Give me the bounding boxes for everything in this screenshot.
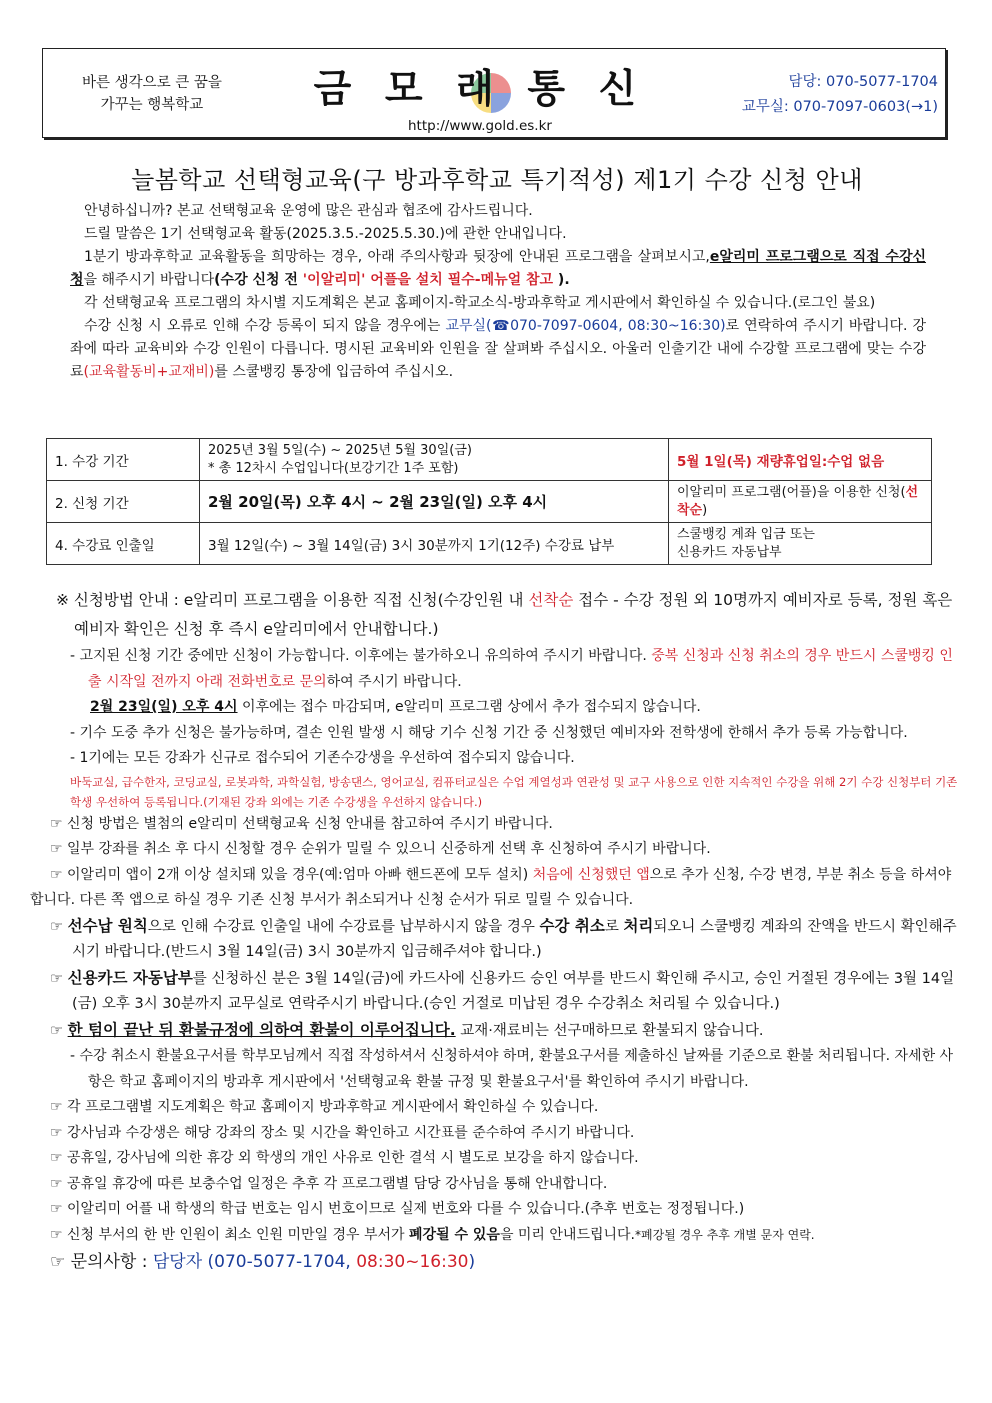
credit-card-label: 신용카드 자동납부 (67, 968, 193, 987)
note-credit-card (30, 966, 960, 1018)
payment-method-1: 스쿨뱅킹 계좌 입금 또는 (677, 526, 815, 542)
note-text-2: 로 (604, 918, 624, 935)
note-text: 으로 인해 수강료 인출일 내에 수강료를 납부하시지 않을 경우 (147, 918, 540, 935)
note-plan-board: ☞ 각 프로그램별 지도계획은 학교 홈페이지 방과후학교 게시판에서 확인하실 수 있습니다. (50, 1099, 599, 1115)
inquiry-line (30, 1250, 960, 1276)
apply-via-app-close: ) (702, 502, 708, 518)
note-multiple-apps (30, 863, 960, 914)
note-new-only: - 1기에는 모든 강좌가 신규로 접수되어 기존수강생을 우선하여 접수되지 않습니다. (70, 750, 575, 766)
table-row (47, 439, 932, 481)
intro-apply-text-2: 을 해주시기 바랍니다 (83, 272, 215, 288)
intro-apply (70, 246, 926, 292)
page-title: 늘봄학교 선택형교육(구 방과후학교 특기적성) 제1기 수강 신청 안내 (131, 166, 863, 194)
hand-icon: ☞ (50, 918, 68, 935)
intro-fee-breakdown: (교육활동비+교재비) (83, 364, 215, 380)
intro-greeting: 안녕하십니까? 본교 선택형교육 운영에 많은 관심과 협조에 감사드립니다. (84, 203, 533, 219)
note-no-makeup: ☞ 공휴일, 강사님에 의한 휴강 외 학생의 개인 사유로 인한 결석 시 별도로 보강을 하지 않습니다. (50, 1150, 639, 1166)
first-come-badge: 선착순 (677, 484, 919, 518)
intro-apply-method: e알리미 프로그램으로 직접 수강신청 (70, 249, 927, 288)
newsletter-title: 금 모 래 통 신 (313, 67, 647, 112)
inquiry-phone: 담당자 (070-5077-1704, (152, 1252, 357, 1272)
cancel-label: 수강 취소 (539, 916, 605, 935)
schedule-value (200, 439, 669, 481)
schedule-label: 4. 수강료 인출일 (47, 523, 200, 565)
process-label: 처리 (623, 916, 654, 935)
note-text-2: 하여 주시기 바랍니다. (326, 673, 462, 690)
hand-icon: ☞ (50, 1022, 68, 1039)
intro-contact-text-3: 를 스쿨뱅킹 통장에 입금하여 주십시오. (214, 364, 454, 380)
note-text-2: 을 미리 안내드립니다. (499, 1226, 636, 1243)
method-note (52, 586, 960, 644)
deadline-text: 이후에는 접수 마감되며, e알리미 프로그램 상에서 추가 접수되지 않습니다. (237, 699, 701, 715)
schedule-note: 5월 1일(목) 재량휴업일:수업 없음 (669, 439, 932, 481)
note-first-app: 처음에 신청했던 앱 (532, 866, 650, 883)
prepay-principle: 선수납 원칙 (67, 916, 148, 935)
course-sessions: * 총 12차시 수업입니다(보강기간 1주 포함) (208, 460, 459, 476)
contact-office: 교무실: 070-7097-0603(→1) (741, 99, 938, 115)
note-holiday-makeup: ☞ 공휴일 휴강에 따른 보충수업 일정은 추후 각 프로그램별 담당 강사님을 통해 안내합니다. (50, 1175, 608, 1192)
intro-period: 드릴 말씀은 1기 선택형교육 활동(2025.3.5.-2025.5.30.)에 관한 안내입니다. (84, 226, 567, 242)
note-text: ☞ 신청 부서의 한 반 인원이 최소 인원 미만일 경우 부서가 (50, 1226, 410, 1243)
school-url-link[interactable]: http://www.gold.es.kr (408, 118, 552, 134)
schedule-label: 1. 수강 기간 (47, 439, 200, 481)
inquiry-label: ☞ 문의사항 : (50, 1252, 153, 1272)
schedule-label: 2. 신청 기간 (47, 481, 200, 523)
payment-method-2: 신용카드 자동납부 (677, 544, 782, 560)
note-prepayment (30, 914, 960, 966)
note-text: 교재·재료비는 선구매하므로 환불되지 않습니다. (455, 1022, 764, 1039)
intro-office-phone: 교무실(☎070-7097-0604, 08:30~16:30) (445, 318, 726, 334)
intro-apply-text: 1분기 방과후학교 교육활동을 희망하는 경우, 아래 주의사항과 뒷장에 안내된 프로그램을 살펴보시고, (84, 249, 710, 265)
hand-icon: ☞ (50, 970, 68, 987)
notes-section (30, 586, 960, 1276)
refund-rule: 한 텀이 끝난 뒤 환불규정에 의하여 환불이 이루어집니다. (67, 1020, 456, 1039)
inquiry-close: ) (468, 1252, 476, 1272)
closure-footnote: *폐강될 경우 추후 개별 문자 연락. (635, 1227, 815, 1242)
note-deadline (30, 695, 960, 721)
schedule-value: 2월 20일(목) 오후 4시 ~ 2월 23일(일) 오후 4시 (200, 481, 669, 523)
intro-apply-note-close: ). (553, 272, 570, 288)
schedule-note (669, 523, 932, 565)
intro-contact-text: 수강 신청 시 오류로 인해 수강 등록이 되지 않을 경우에는 (84, 318, 446, 334)
method-first-come: 선착순 (528, 591, 574, 609)
note-cancel-rank: ☞ 일부 강좌를 취소 후 다시 신청할 경우 순위가 밀릴 수 있으니 신중하게 선택 후 신청하여 주시기 바랍니다. (50, 841, 711, 857)
note-text-3: 되오니 스쿨뱅킹 계좌의 잔액을 반드시 확인해주시기 바랍니다.(반드시 3월 14일(금) 3시 30분까지 입금해주셔야 합니다.) (72, 918, 957, 960)
course-period: 2025년 3월 5일(수) ~ 2025년 5월 30일(금) (208, 442, 472, 458)
table-row (47, 523, 932, 565)
note-method-guide: ☞ 신청 방법은 별첨의 e알리미 선택형교육 신청 안내를 참고하여 주시기 바랍니다. (50, 815, 553, 832)
intro-contact-text-2: 로 연락하여 주시기 바랍니다. 강좌에 따라 교육비와 수강 인원이 다릅니다. 명시된 교육비와 인원을 잘 살펴봐 주십시오. 아울러 인출기간 내에 수강할 프로그램에 맞는 수강료 (70, 318, 927, 380)
note-class-closure (30, 1223, 960, 1249)
note-text: 를 신청하신 분은 3월 14일(금)에 카드사에 신용카드 승인 여부를 반드시 확인해 주시고, 승인 거절된 경우에는 3월 14일(금) 오후 3시 30분까지 교무실로 연락주시기 바랍니다.(승인 거절로 미납된 경우 수강취소 처리될 수 있습니다.) (72, 970, 955, 1012)
contact-manager: 담당: 070-5077-1704 (788, 74, 938, 90)
intro-apply-note-open: (수강 신청 전 (214, 272, 303, 288)
note-refund (30, 1018, 960, 1045)
note-duplicate-warning: 중복 신청과 신청 취소의 경우 반드시 스쿨뱅킹 인출 시작일 전까지 아래 전화번호로 문의 (88, 648, 953, 690)
method-note-text: ※ 신청방법 안내 : e알리미 프로그램을 이용한 직접 신청(수강인원 내 (56, 591, 529, 609)
note-timetable: ☞ 강사님과 수강생은 해당 강좌의 장소 및 시간을 확인하고 시간표를 준수하여 주시기 바랍니다. (50, 1124, 635, 1141)
intro-plan: 각 선택형교육 프로그램의 차시별 지도계획은 본교 홈페이지-학교소식-방과후학교 게시판에서 확인하실 수 있습니다.(로그인 불요) (84, 295, 876, 311)
motto-line-2: 가꾸는 행복학교 (100, 97, 204, 113)
note-text: - 고지된 신청 기간 중에만 신청이 가능합니다. 이후에는 불가하오니 유의하여 주시기 바랍니다. (70, 648, 652, 664)
note-additional: - 기수 도중 추가 신청은 불가능하며, 결손 인원 발생 시 해당 기수 신청 기간 중 신청했던 예비자와 전학생에 한해서 추가 등록 가능합니다. (70, 724, 908, 741)
motto-line-1: 바른 생각으로 큰 꿈을 (82, 75, 222, 91)
closure-label: 폐강될 수 있음 (409, 1226, 500, 1243)
table-row (47, 481, 932, 523)
schedule-table (46, 438, 932, 565)
note-text: ☞ 이알리미 앱이 2개 이상 설치돼 있을 경우(예:엄마 아빠 핸드폰에 모두 설치) (50, 866, 533, 883)
note-text-2: 으로 추가 신청, 수강 변경, 부분 취소 등을 하셔야 합니다. 다른 쪽 앱으로 하실 경우 기존 신청 부서가 취소되거나 신청 순서가 뒤로 밀릴 수 있습니다. (30, 866, 952, 908)
inquiry-hours: 08:30~16:30 (356, 1252, 469, 1272)
intro-section (70, 200, 926, 384)
apply-via-app: 이알리미 프로그램(어플)을 이용한 신청( (677, 484, 906, 500)
deadline-time: 2월 23일(일) 오후 4시 (90, 699, 238, 715)
note-student-number: ☞ 이알리미 어플 내 학생의 학급 번호는 임시 번호이므로 실제 번호와 다를 수 있습니다.(추후 번호는 정정됩니다.) (50, 1201, 745, 1217)
intro-apply-app-note: '이알리미' 어플을 설치 필수-메뉴얼 참고 (302, 272, 554, 288)
intro-contact (70, 315, 926, 384)
schedule-value: 3월 12일(수) ~ 3월 14일(금) 3시 30분까지 1기(12주) 수강료 납부 (200, 523, 669, 565)
note-refund-form: - 수강 취소시 환불요구서를 학부모님께서 직접 작성하셔서 신청하셔야 하며, 환불요구서를 제출하신 날짜를 기준으로 환불 처리됩니다. 자세한 사항은 학교 홈페이지의 방과후 게시판에서 '선택형교육 환불 규정 및 환불요구서'를 확인하여 주시기 바랍니다. (70, 1048, 954, 1090)
school-motto (62, 72, 242, 116)
schedule-note (669, 481, 932, 523)
method-note-text-2: 접수 - 수강 정원 외 10명까지 예비자로 등록, 정원 혹은 예비자 확인은 신청 후 즉시 e알리미에서 안내합니다.) (74, 591, 953, 638)
note-period-only (30, 644, 960, 695)
contact-info (742, 70, 938, 120)
note-continuing-classes: 바둑교실, 급수한자, 코딩교실, 로봇과학, 과학실험, 방송댄스, 영어교실, 컴퓨터교실은 수업 계열성과 연관성 및 교구 사용으로 인한 지속적인 수강을 위해 2기 수강 신청부터 기존 학생 우선하여 등록됩니다.(기재된 강좌 외에는 기존 수강생을 우선하지 않습니다.) (70, 774, 958, 809)
